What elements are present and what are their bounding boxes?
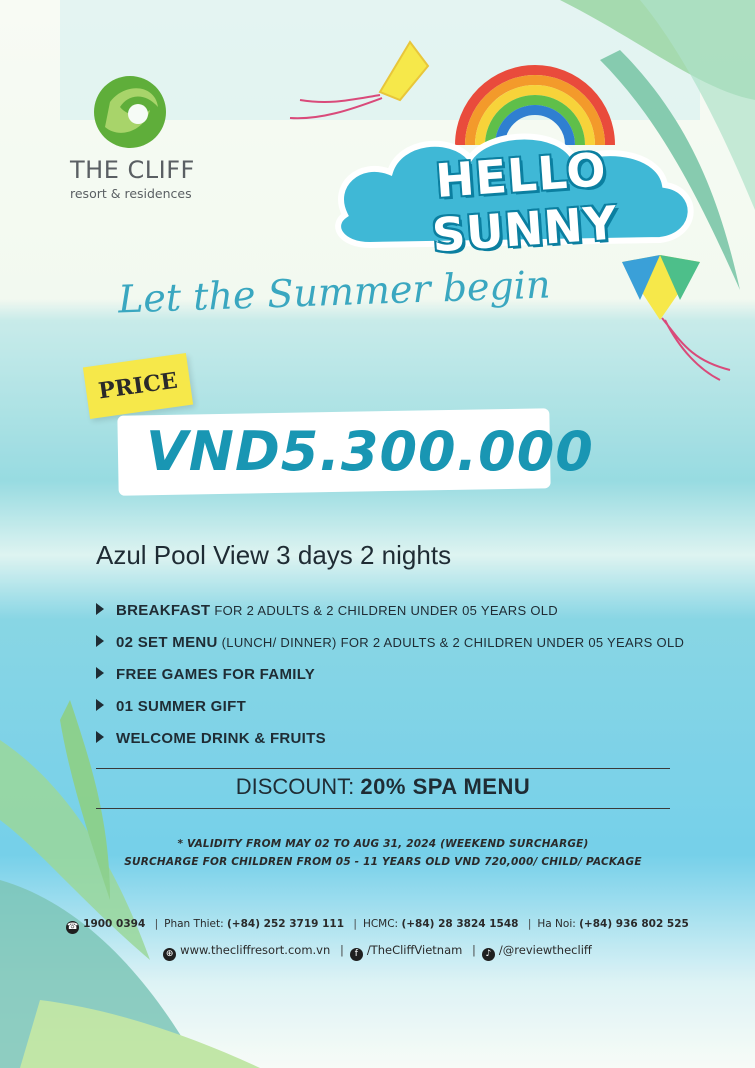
package-inclusions: [96, 594, 684, 754]
tiktok-icon: ♪: [482, 948, 495, 961]
phone-icon: ☎: [67, 922, 79, 932]
item-title: 01 SUMMER GIFT: [116, 697, 247, 715]
arrow-icon: [96, 699, 104, 711]
globe-icon: ⊕: [163, 948, 176, 961]
item-detail: (LUNCH/ DINNER) FOR 2 ADULTS & 2 CHILDREN UNDER 05 YEARS OLD: [221, 634, 685, 650]
facebook-link[interactable]: /TheCliffVietnam: [366, 943, 463, 957]
discount: [96, 774, 670, 800]
arrow-icon: [96, 731, 104, 743]
contact-online: ⊕ www.thecliffresort.com.vn | f /TheCliffVietnam | ♪ /@reviewthecliff: [0, 943, 755, 961]
price-amount: VND5.300.000: [146, 420, 594, 483]
website-link[interactable]: www.thecliffresort.com.vn: [180, 943, 331, 957]
facebook-icon: f: [350, 948, 363, 961]
hanoi-phone[interactable]: (+84) 936 802 525: [579, 918, 689, 930]
discount-value: 20% SPA MENU: [360, 774, 531, 799]
package-title: Azul Pool View 3 days 2 nights: [96, 540, 452, 570]
hcmc-phone[interactable]: (+84) 28 3824 1548: [401, 918, 519, 930]
item-detail: FOR 2 ADULTS & 2 CHILDREN UNDER 05 YEARS OLD: [214, 602, 558, 618]
arrow-icon: [96, 635, 104, 647]
list-item: [96, 690, 684, 722]
hcmc-label: HCMC:: [362, 918, 399, 930]
price-label: PRICE: [83, 353, 193, 419]
discount-label: DISCOUNT:: [235, 774, 355, 799]
hanoi-label: Ha Noi:: [537, 918, 576, 930]
brand-name: THE CLIFF: [70, 156, 195, 184]
divider: [96, 768, 670, 769]
phan-thiet-label: Phan Thiet:: [164, 918, 224, 930]
item-title: BREAKFAST: [116, 601, 211, 619]
brand-subtitle: resort & residences: [70, 186, 192, 201]
list-item: [96, 658, 684, 690]
list-item: [96, 626, 684, 658]
phan-thiet-phone[interactable]: (+84) 252 3719 111: [227, 918, 345, 930]
item-title: 02 SET MENU: [116, 633, 218, 651]
list-item: [96, 722, 684, 754]
list-item: [96, 594, 684, 626]
hotline[interactable]: 1900 0394: [83, 918, 146, 930]
item-title: FREE GAMES FOR FAMILY: [116, 665, 316, 683]
contact-phones: ☎ 1900 0394 | Phan Thiet: (+84) 252 3719 111 | HCMC: (+84) 28 3824 1548 | Ha Noi: (+84) 936 802 525: [67, 918, 689, 932]
divider: [96, 808, 670, 809]
hero-headline: HELLO SUNNY: [430, 142, 620, 263]
surcharge-note: SURCHARGE FOR CHILDREN FROM 05 - 11 YEARS OLD VND 720,000/ CHILD/ PACKAGE: [124, 856, 642, 868]
arrow-icon: [96, 603, 104, 615]
item-title: WELCOME DRINK & FRUITS: [116, 729, 326, 747]
validity-note: * VALIDITY FROM MAY 02 TO AUG 31, 2024 (WEEKEND SURCHARGE): [177, 838, 589, 850]
hero-tagline: Let the Summer begin: [117, 262, 552, 322]
arrow-icon: [96, 667, 104, 679]
tiktok-link[interactable]: /@reviewthecliff: [498, 943, 592, 957]
